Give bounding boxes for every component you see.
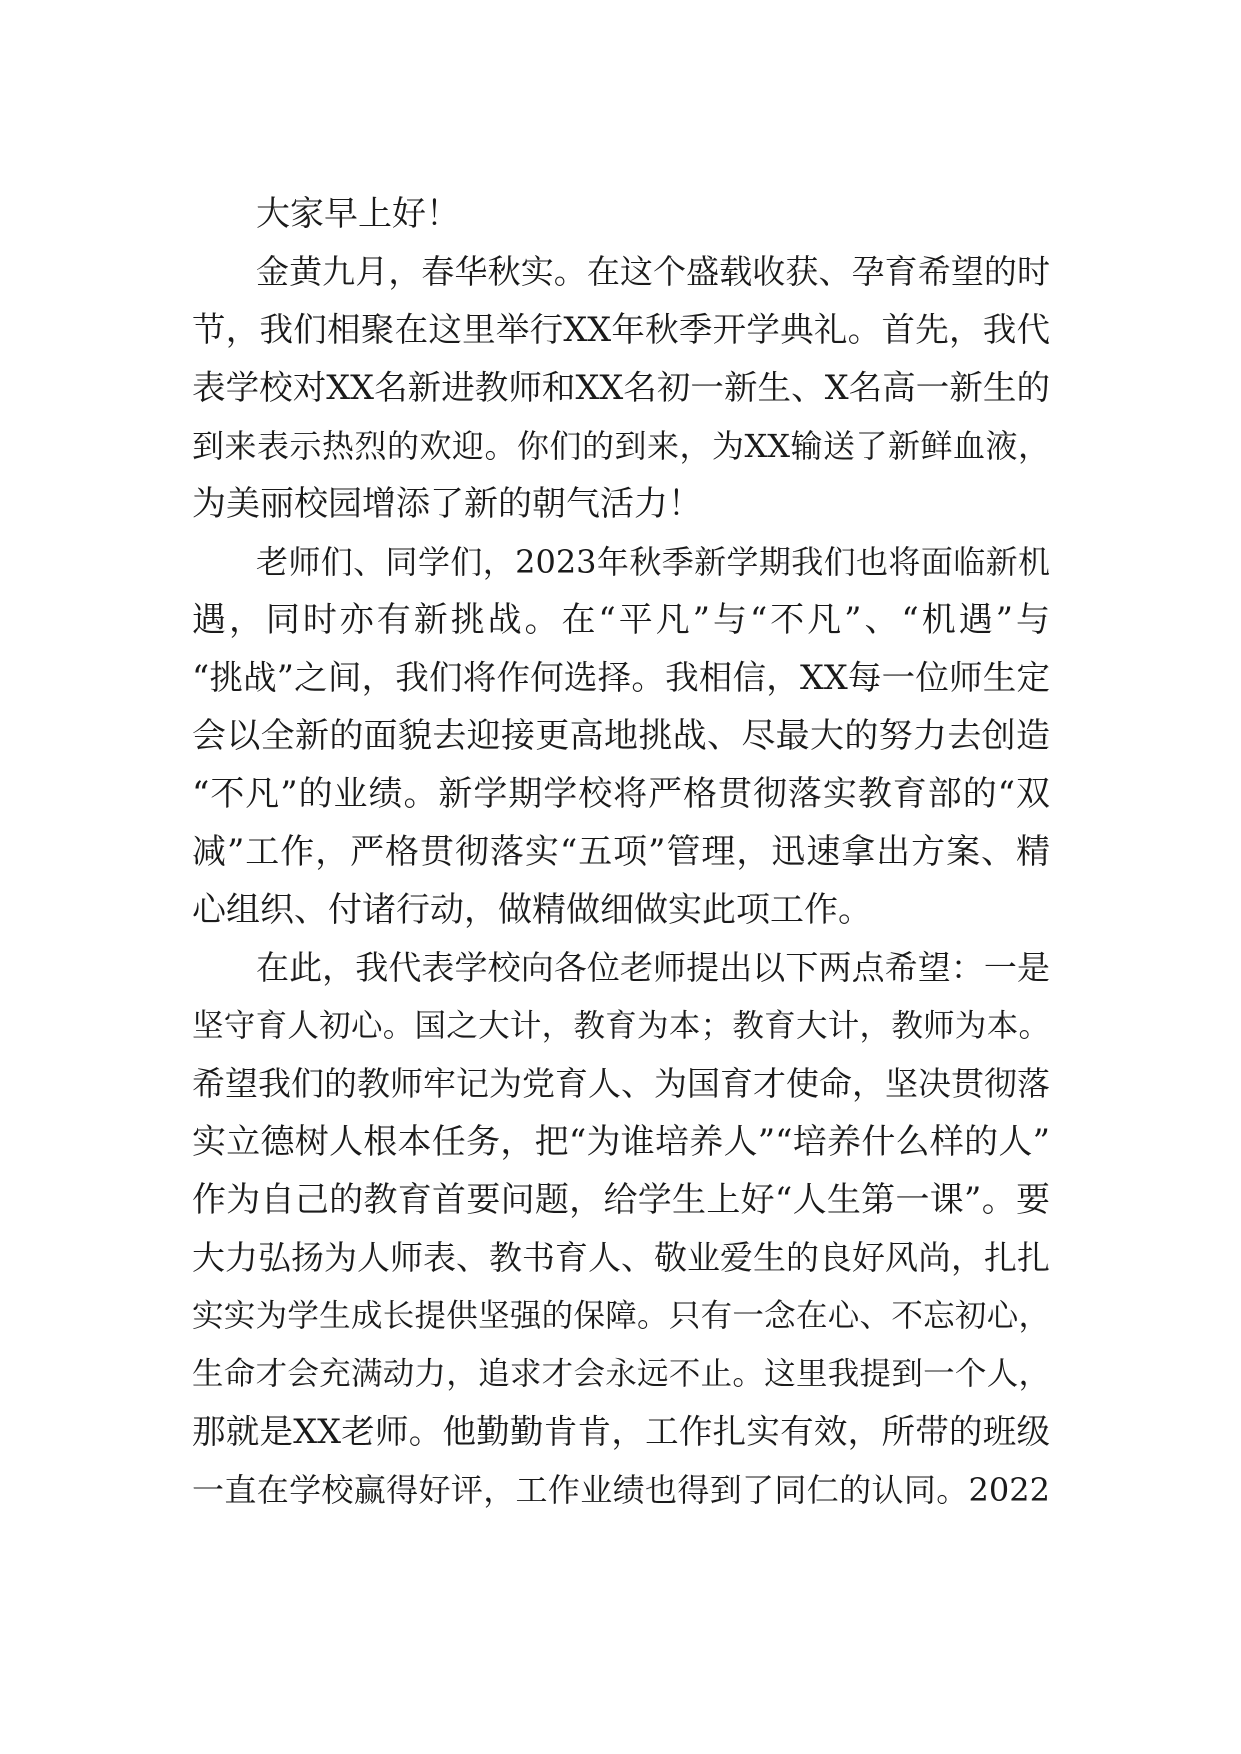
text-line: 老师们、同学们，2023年秋季新学期我们也将面临新机: [256, 543, 1050, 581]
text-line: 作为自己的教育首要问题，给学生上好“人生第一课”。要: [192, 1180, 1050, 1220]
text-line: 实实为学生成长提供坚强的保障。只有一念在心、不忘初心，: [192, 1298, 1050, 1334]
text-line: 金黄九月，春华秋实。在这个盛载收获、孕育希望的时: [256, 252, 1050, 291]
text-line: 希望我们的教师牢记为党育人、为国育才使命，坚决贯彻落: [192, 1064, 1050, 1103]
text-line: 会以全新的面貌去迎接更高地挑战、尽最大的努力去创造: [192, 716, 1050, 756]
text-line: 减”工作，严格贯彻落实“五项”管理，迅速拿出方案、精: [192, 832, 1050, 872]
text-line: 那就是XX老师。他勤勤肯肯，工作扎实有效，所带的班级: [192, 1412, 1050, 1451]
text-line: 节，我们相聚在这里举行XX年秋季开学典礼。首先，我代: [192, 310, 1050, 349]
text-line: 坚守育人初心。国之大计，教育为本；教育大计，教师为本。: [192, 1008, 1050, 1044]
text-line: 到来表示热烈的欢迎。你们的到来，为XX输送了新鲜血液，: [192, 427, 1050, 465]
text-line: 实立德树人根本任务，把“为谁培养人”“培养什么样的人”: [192, 1122, 1050, 1162]
text-line: 为美丽校园增添了新的朝气活力！: [192, 484, 702, 524]
text-line: 一直在学校赢得好评，工作业绩也得到了同仁的认同。2022: [192, 1471, 1050, 1509]
text-line: 在此，我代表学校向各位老师提出以下两点希望：一是: [256, 948, 1050, 987]
text-line: “不凡”的业绩。新学期学校将严格贯彻落实教育部的“双: [192, 774, 1050, 814]
text-line: “挑战”之间，我们将作何选择。我相信，XX每一位师生定: [192, 658, 1050, 697]
text-line: 生命才会充满动力，追求才会永远不止。这里我提到一个人，: [192, 1356, 1050, 1392]
text-line: 遇，同时亦有新挑战。在“平凡”与“不凡”、“机遇”与: [192, 600, 1050, 640]
text-line: 大家早上好！: [256, 194, 460, 234]
text-line: 表学校对XX名新进教师和XX名初一新生、X名高一新生的: [192, 368, 1050, 407]
text-line: 大力弘扬为人师表、教书育人、敬业爱生的良好风尚，扎扎: [192, 1238, 1050, 1277]
document-body: [192, 185, 1050, 1519]
text-line: 心组织、付诸行动，做精做细做实此项工作。: [192, 890, 872, 930]
